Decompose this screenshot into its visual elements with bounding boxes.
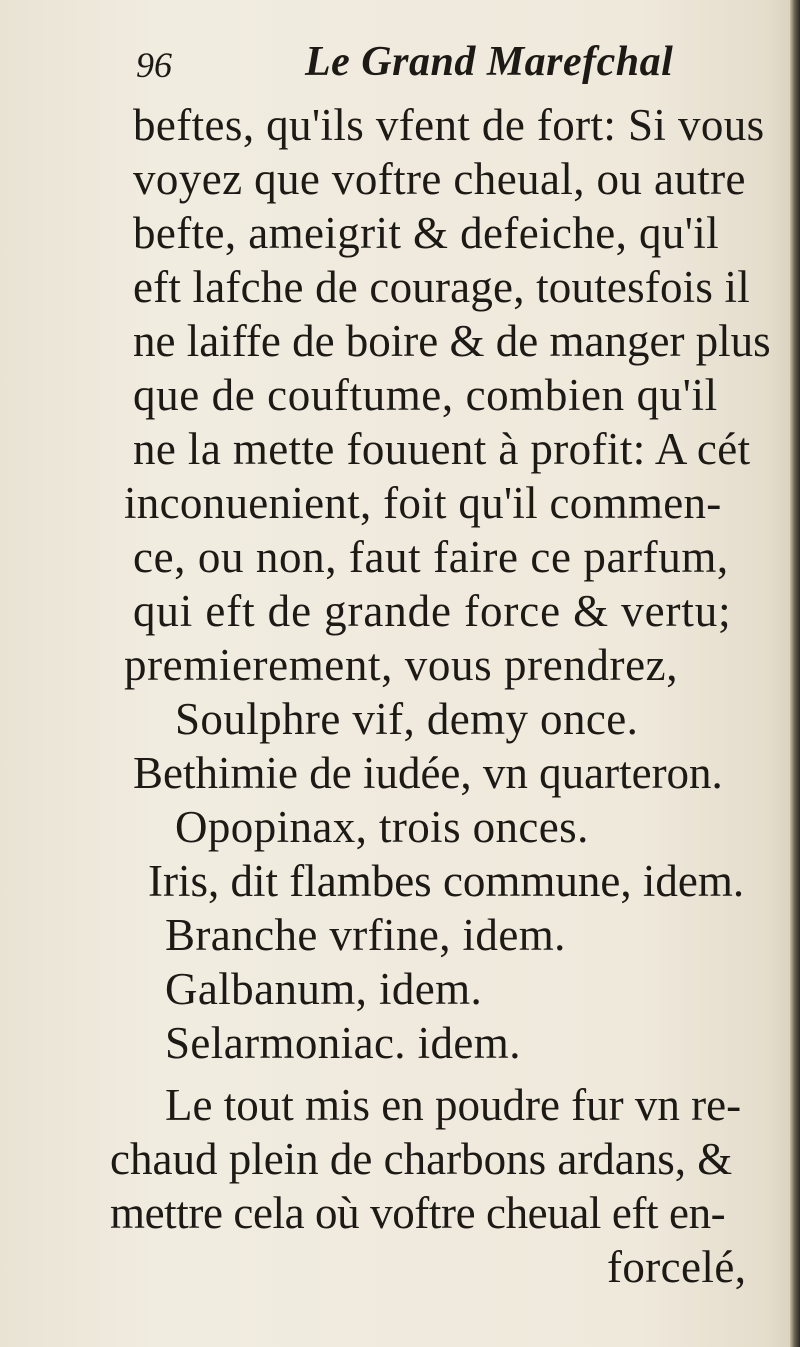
text-line-22: forcelé, xyxy=(607,1242,747,1292)
text-line-5: ne laiffe de boire & de manger plus xyxy=(133,316,771,366)
text-line-12: Soulphre vif, demy once. xyxy=(175,694,639,744)
text-line-9: ce, ou non, faut faire ce parfum, xyxy=(133,532,729,582)
text-line-17: Galbanum, idem. xyxy=(165,964,483,1014)
text-line-13: Bethimie de iudée, vn quarteron. xyxy=(133,748,723,798)
text-line-16: Branche vrfine, idem. xyxy=(165,910,566,960)
text-line-19: Le tout mis en poudre fur vn re- xyxy=(165,1080,742,1130)
page-number: 96 xyxy=(136,45,172,85)
text-line-4: eft lafche de courage, toutesfois il xyxy=(133,262,750,312)
text-line-21: mettre cela où voftre cheual eft en- xyxy=(110,1188,726,1238)
text-line-3: befte, ameigrit & defeiche, qu'il xyxy=(133,208,720,258)
text-line-6: que de couftume, combien qu'il xyxy=(133,370,718,420)
text-line-15: Iris, dit flambes commune, idem. xyxy=(148,856,745,906)
text-line-2: voyez que voftre cheual, ou autre xyxy=(133,154,746,204)
text-line-8: inconuenient, foit qu'il commen- xyxy=(124,478,722,528)
text-line-11: premierement, vous prendrez, xyxy=(124,640,679,690)
text-line-1: beftes, qu'ils vfent de fort: Si vous xyxy=(133,100,765,150)
text-line-10: qui eft de grande force & vertu; xyxy=(133,586,732,636)
text-line-7: ne la mette fouuent à profit: A cét xyxy=(133,424,751,474)
text-line-14: Opopinax, trois onces. xyxy=(175,802,589,852)
text-line-20: chaud plein de charbons ardans, & xyxy=(110,1134,733,1184)
text-line-18: Selarmoniac. idem. xyxy=(165,1018,521,1068)
running-title: Le Grand Marefchal xyxy=(305,39,674,85)
